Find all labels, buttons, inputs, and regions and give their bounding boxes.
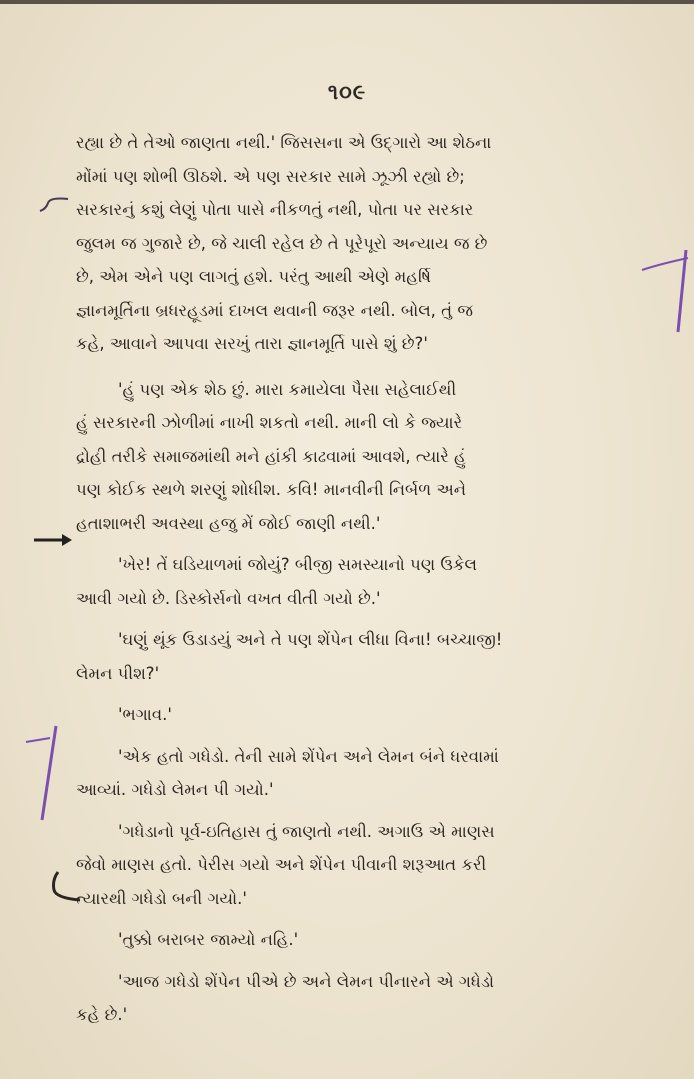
paragraph xyxy=(76,623,658,690)
text-line: મોંમાં પણ શોભી ઊઠશે. એ પણ સરકાર સામે ઝૂઝી રહ્યો છે; xyxy=(76,166,465,186)
text-line: 'ઘણું થૂંક ઉડાડયું અને તે પણ શેંપેન લીધા વિના! બચ્ચાજી! xyxy=(118,630,503,649)
text-line: ત્યારથી ગધેડો બની ગયો.' xyxy=(76,888,247,908)
page-number: ૧૦૯ xyxy=(327,80,367,104)
paragraph xyxy=(76,126,658,361)
text-line: લેમન પીશ?' xyxy=(76,663,160,683)
text-line: રહ્યા છે તે તેઓ જાણતા નથી.' જિસસના એ ઉદ્‌ગારો આ શેઠના xyxy=(76,133,492,152)
text-line: હતાશાભરી અવસ્થા હજુ મેં જોઈ જાણી નથી.' xyxy=(76,513,381,533)
paragraph xyxy=(76,923,658,957)
text-line: 'તુક્કો બરાબર જામ્યો નહિ.' xyxy=(118,930,299,949)
text-line: 'હું પણ એક શેઠ છું. મારા કમાયેલા પૈસા સહેલાઈથી xyxy=(118,379,457,399)
text-line: પણ કોઈક સ્થળે શરણું શોધીશ. કવિ! માનવીની નિર્બળ અને xyxy=(76,480,467,499)
text-line: દ્રોહી તરીકે સમાજમાંથી મને હાંકી કાઢવામાં આવશે, ત્યારે હું xyxy=(76,446,466,466)
text-line: 'ખેર! તેં ઘડિયાળમાં જોયું? બીજી સમસ્યાનો પણ ઉકેલ xyxy=(118,555,477,574)
hand-bracket-icon xyxy=(44,868,84,904)
text-line: આવી ગયો છે. ડિસ્કોર્સનો વખત વીતી ગયો છે.' xyxy=(76,588,381,608)
paragraph xyxy=(76,815,658,916)
paragraph-gap xyxy=(76,690,658,698)
bracket-mark-icon xyxy=(30,195,70,225)
check-mark-icon xyxy=(640,240,694,340)
paragraph-gap xyxy=(76,615,658,623)
text-line: 'ગધેડાનો પૂર્વ-ઇતિહાસ તું જાણતો નથી. અગાઉ એ માણસ xyxy=(118,821,495,841)
body-text xyxy=(76,126,658,1032)
text-line: જેવો માણસ હતો. પેરીસ ગયો અને શેંપેન પીવાની શરૂઆત કરી xyxy=(76,855,487,874)
text-line: આવ્યાં. ગધેડો લેમન પી ગયો.' xyxy=(76,780,274,799)
text-line: 'આજ ગધેડો શેંપેન પીએ છે અને લેમન પીનારને એ ગધેડો xyxy=(118,971,495,991)
page-top-edge xyxy=(0,0,694,4)
arrow-mark-icon xyxy=(32,530,76,550)
text-line: 'ભગાવ.' xyxy=(118,705,172,724)
text-line: જુલમ જ ગુજારે છે, જે ચાલી રહેલ છે તે પૂરેપૂરો અન્યાય જ છે xyxy=(76,233,488,253)
paragraph xyxy=(76,740,658,807)
paragraph-gap xyxy=(76,807,658,815)
text-line: સરકારનું કશું લેણું પોતા પાસે નીકળતું નથી, પોતા પર સરકાર xyxy=(76,200,474,219)
paragraph-gap xyxy=(76,361,658,373)
text-line: 'એક હતો ગધેડો. તેની સામે શેંપેન અને લેમન બંને ધરવામાં xyxy=(118,746,499,766)
text-line: હું સરકારની ઝોળીમાં નાખી શકતો નથી. માની લો કે જ્યારે xyxy=(76,413,463,432)
text-line: કહે છે.' xyxy=(76,1005,128,1024)
paragraph xyxy=(76,373,658,541)
paragraph xyxy=(76,965,658,1032)
margin-tick-icon xyxy=(20,720,80,830)
text-line: કહે, આવાને આપવા સરખું તારા જ્ઞાનમૂર્તિ પાસે શું છે?' xyxy=(76,334,428,353)
paragraph xyxy=(76,698,658,732)
text-line: જ્ઞાનમૂર્તિના બ્રધરહૂડમાં દાખલ થવાની જરૂર નથી. બોલ, તું જ xyxy=(76,300,473,320)
paragraph xyxy=(76,548,658,615)
paragraph-gap xyxy=(76,915,658,923)
paragraph-gap xyxy=(76,957,658,965)
paragraph-gap xyxy=(76,732,658,740)
paragraph-gap xyxy=(76,540,658,548)
text-line: છે, એમ એને પણ લાગતું હશે. પરંતુ આથી એણે મહર્ષિ xyxy=(76,267,431,286)
